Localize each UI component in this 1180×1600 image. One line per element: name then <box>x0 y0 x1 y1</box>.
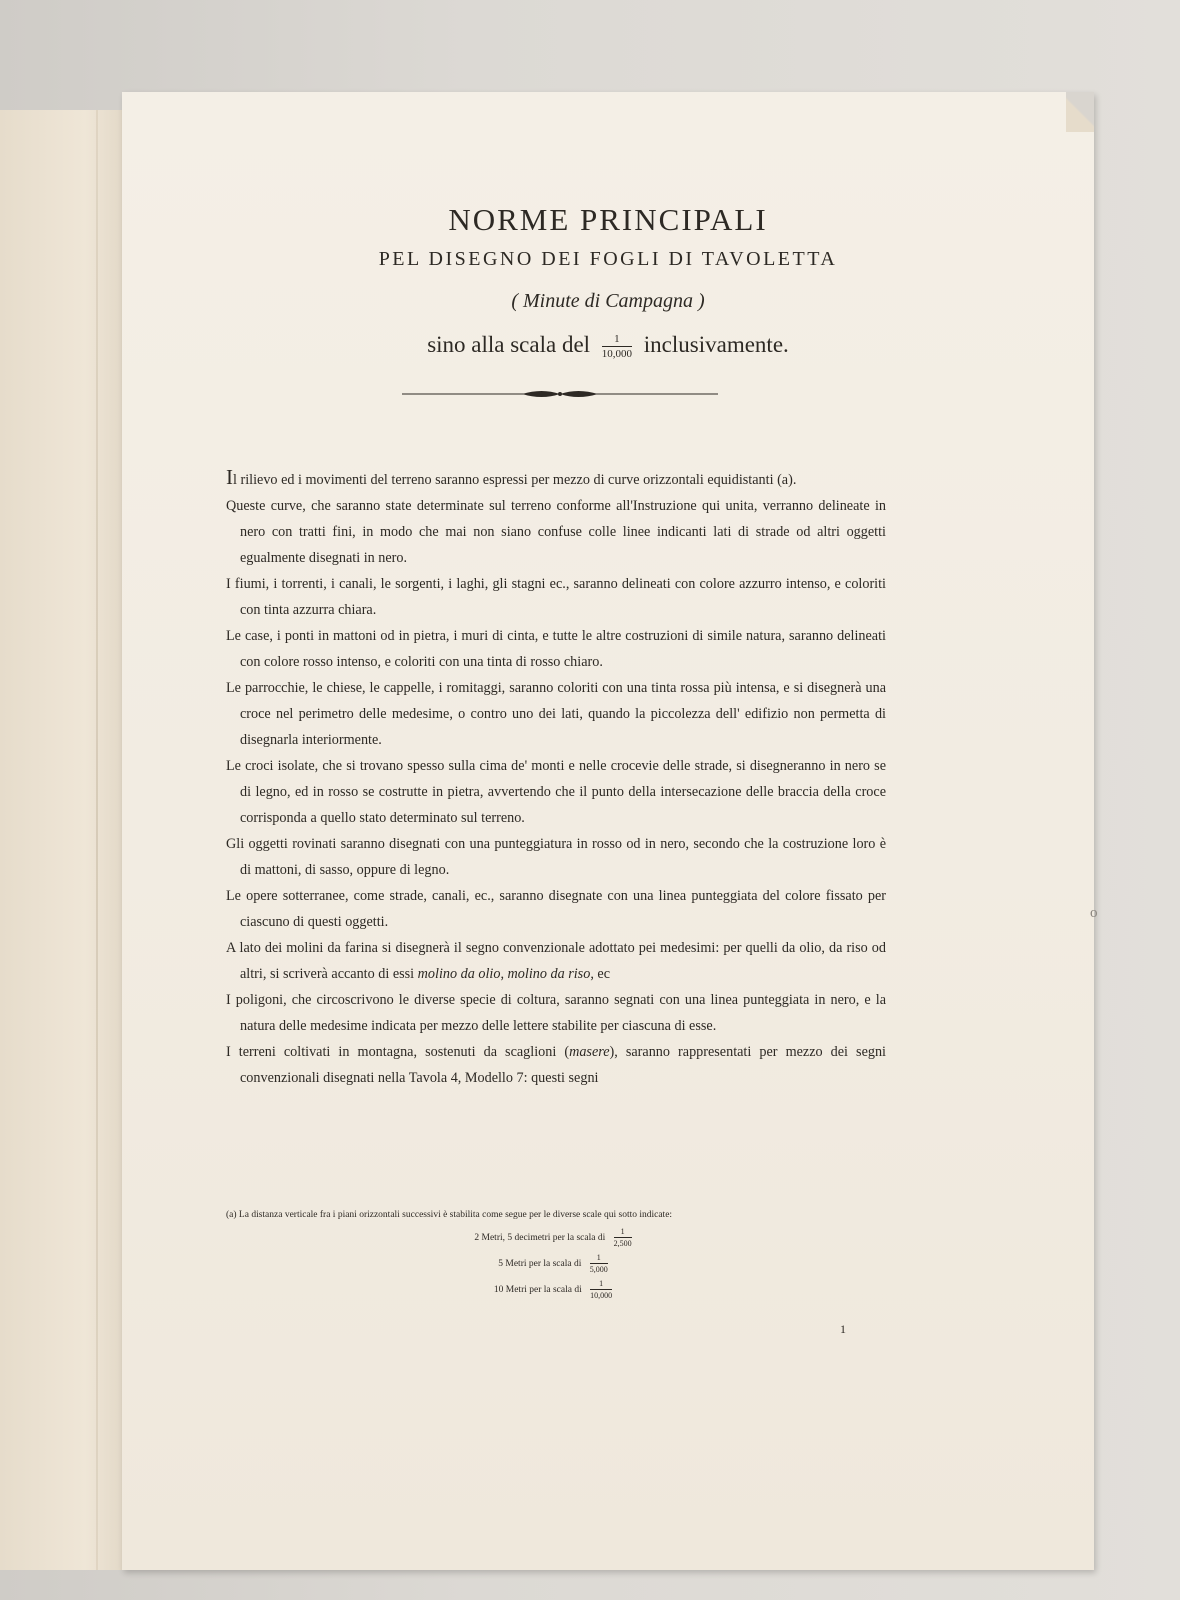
footnote-line <box>226 1254 886 1274</box>
footnote-line-text: 2 Metri, 5 decimetri per la scala di <box>474 1233 606 1244</box>
paragraph-8: Le opere sotterranee, come strade, canali, ec., saranno disegnate con una linea punteggiata del colore fissato per ciascuno di questi oggetti. <box>226 888 886 930</box>
sheet-crease <box>96 110 98 1570</box>
paragraph-10: I poligoni, che circoscrivono le diverse specie di coltura, saranno segnati con una linea punteggiata in nero, e la natura delle medesime indicata per mezzo delle lettere stabilite per ciascuna di esse. <box>226 992 886 1034</box>
fraction-denominator: 2,500 <box>613 1239 632 1248</box>
footnote-line-text: 10 Metri per la scala di <box>493 1285 582 1296</box>
fraction-numerator: 1 <box>614 1228 632 1238</box>
footnote-line <box>226 1280 886 1300</box>
fraction-denominator: 5,000 <box>589 1265 608 1274</box>
ornamental-rule <box>402 388 718 400</box>
paragraph-5: Le parrocchie, le chiese, le cappelle, i romitaggi, saranno coloriti con una tinta rossa più intensa, e si disegnerà una croce nel perimetro delle medesime, o contro uno dei lati, quando la piccolezza dell' edifizio non permetta di disegnarla interiormente. <box>226 680 886 748</box>
paragraph-2: Queste curve, che saranno state determinate sul terreno conforme all'Instruzione qui unita, verranno delineate in nero con tratti fini, in modo che mai non siano confuse colle linee indicanti lati di strade od altri oggetti egualmente disegnati in nero. <box>226 498 886 566</box>
scale-text-after: inclusivamente. <box>643 332 789 357</box>
italic-term: molino da riso <box>507 966 591 982</box>
paragraph-9 <box>226 935 886 987</box>
fraction-numerator: 1 <box>590 1254 608 1264</box>
paragraph-3: I fiumi, i torrenti, i canali, le sorgenti, i laghi, gli stagni ec., saranno delineati con colore azzurro intenso, e coloriti con tinta azzurra chiara. <box>226 576 886 618</box>
italic-term: molino da olio <box>417 966 501 982</box>
footnote-line <box>226 1228 886 1248</box>
body-text <box>226 464 886 1091</box>
paragraph-4: Le case, i ponti in mattoni od in pietra, i muri di cinta, e tutte le altre costruzioni di simile natura, saranno delineati con colore rosso intenso, e coloriti con una tinta di rosso chiaro. <box>226 628 886 670</box>
paragraph-tail: ), saranno rappresentati per mezzo dei segni convenzionali disegnati nella Tavola 4, Modello 7: questi segni <box>240 1044 886 1086</box>
scale-text-before: sino alla scala del <box>427 332 591 357</box>
paragraph-text: A lato dei molini da farina si disegnerà il segno convenzionale adottato pei medesimi: per quelli da olio, da riso od altri, si scriverà accanto di essi <box>226 940 886 982</box>
paragraph-tail: , ec <box>590 966 611 982</box>
footnote-fraction <box>590 1280 612 1300</box>
minute-di-campagna: ( Minute di Campagna ) <box>511 290 705 312</box>
document-page <box>122 92 1094 1570</box>
page-subtitle: PEL DISEGNO DEI FOGLI DI TAVOLETTA <box>378 248 838 270</box>
scale-fraction <box>602 334 632 360</box>
italic-term: masere <box>569 1044 610 1060</box>
paragraph-6: Le croci isolate, che si trovano spesso sulla cima de' monti e nelle crocevie delle strade, si disegneranno in nero se di legno, ed in rosso se costrutte in pietra, avvertendo che il punto della intersecazione delle braccia della croce corrisponda a quello stato determinato sul terreno. <box>226 758 886 826</box>
scale-line <box>122 332 1094 360</box>
paragraph-1 <box>226 464 886 493</box>
footnote <box>226 1208 886 1300</box>
fraction-numerator: 1 <box>590 1280 612 1290</box>
initial-letter: I <box>226 465 233 489</box>
scale-denominator: 10,000 <box>601 347 633 360</box>
paragraph-text: l rilievo ed i movimenti del terreno saranno espressi per mezzo di curve orizzontali equidistanti (a). <box>233 472 797 488</box>
left-facing-sheet <box>0 110 123 1570</box>
page-title: NORME PRINCIPALI <box>448 202 768 237</box>
fraction-denominator: 10,000 <box>590 1291 613 1300</box>
footnote-fraction <box>614 1228 632 1248</box>
margin-mark: o <box>1090 905 1098 921</box>
separator: , <box>500 966 504 982</box>
paragraph-7: Gli oggetti rovinati saranno disegnati con una punteggiatura in rosso od in nero, secondo che la costruzione loro è di mattoni, di sasso, oppure di legno. <box>226 836 886 878</box>
footnote-intro: (a) La distanza verticale fra i piani orizzontali successivi è stabilita come segue per le diverse scale qui sotto indicate: <box>226 1210 673 1220</box>
folded-corner <box>1066 92 1094 132</box>
footnote-line-text: 5 Metri per la scala di <box>498 1259 582 1270</box>
scale-numerator: 1 <box>602 334 632 347</box>
page-number: 1 <box>840 1322 846 1336</box>
footnote-fraction <box>590 1254 608 1274</box>
paragraph-11 <box>226 1039 886 1091</box>
paragraph-text: I terreni coltivati in montagna, sostenuti da scaglioni ( <box>226 1044 570 1060</box>
